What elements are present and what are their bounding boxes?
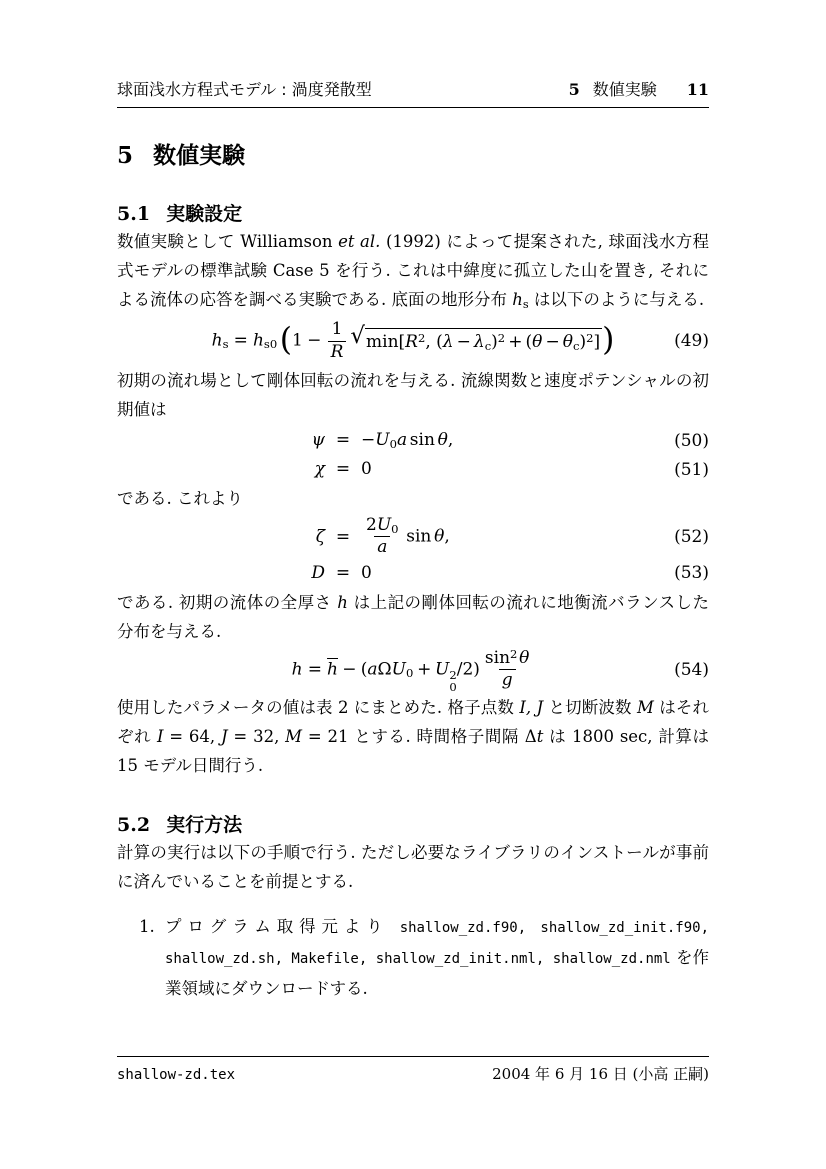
footer-date-author: 2004 年 6 月 16 日 (小高 正嗣) [492, 1065, 709, 1083]
equation-group-52-53 [117, 515, 709, 588]
text-run: = 21 とする. 時間格子間隔 Δ [302, 727, 537, 747]
paragraph-run-procedure [117, 838, 709, 896]
text-run: は以下のように与える. [528, 290, 705, 309]
text-run: 計算の実行は以下の手順で行う. ただし必要なライブラリのインストールが事前に済んでいることを前提とする. [117, 843, 709, 892]
equation-50 [117, 426, 709, 455]
subsection-heading-5-1 [117, 201, 709, 227]
paragraph-dearu-koreyori [117, 484, 709, 513]
equation-51-lhs: χ [314, 459, 325, 480]
section-heading-5 [117, 141, 709, 171]
section-number: 5 [117, 142, 134, 169]
equation-53-rhs: 0 [361, 562, 372, 583]
list-item-number: 1. [139, 917, 155, 937]
equation-51-equals: = [335, 459, 351, 480]
text-run: を作業領域にダウンロードする. [165, 948, 709, 999]
text-run: 使用したパラメータの値は表 2 にまとめた. 格子点数 [117, 698, 520, 718]
subsection-heading-5-2 [117, 812, 709, 838]
footer-filename: shallow-zd.tex [117, 1067, 236, 1083]
code-filenames: shallow_zd.f90, shallow_zd_init.f90, shallow_zd.sh, Makefile, shallow_zd_init.nml, shallow_zd.nml [165, 920, 709, 968]
procedure-list [117, 912, 709, 1003]
paragraph-experiment-setup [117, 227, 709, 314]
list-item-1 [117, 912, 709, 1003]
header-section-title: 数値実験 [592, 80, 657, 99]
equation-50-label: (50) [674, 430, 709, 451]
text-run: 数値実験として Williamson [117, 232, 339, 251]
text-run: はそれぞれ [117, 698, 709, 747]
page-footer [117, 1056, 709, 1085]
equation-53-lhs: D [311, 562, 325, 583]
inline-math-m: M [636, 698, 654, 718]
inline-math-t: t [536, 727, 544, 747]
equation-49-math: $h_s = h_{s0}(1$ − $\frac{1}{R}$ √ $\min[R^2$, $(\lambda - \lambda_c)^2 + (\theta - \theta_c)^2$] ) [211, 319, 615, 362]
text-run: 初期の流れ場として剛体回転の流れを与える. 流線関数と速度ポテンシャルの初期値は [117, 371, 709, 419]
equation-52-equals: = [335, 526, 351, 547]
inline-math-i: I [156, 727, 164, 747]
equation-49-label: (49) [674, 330, 709, 351]
paragraph-initial-flow [117, 366, 709, 424]
page-header [117, 79, 709, 108]
equation-49 [117, 316, 709, 366]
equation-51-rhs: 0 [361, 459, 372, 480]
page-body [117, 107, 709, 1003]
inline-math-m2: M [285, 727, 303, 747]
text-run: = 32, [227, 727, 286, 747]
list-item-body [165, 912, 709, 1003]
inline-math-h: h [337, 592, 348, 612]
text-run: (1992) によって提案された, 球面浅水方程式モデルの標準試験 Case 5 を行う. これは中緯度に孤立した山を置き, それによる流体の応答を調べる実験である. 底面の地形分布 [117, 232, 709, 309]
subsection-title: 実行方法 [166, 814, 243, 837]
equation-51-label: (51) [674, 459, 709, 480]
equation-54-math: $h = \overline{h} - (a\Omega U_0 + U$ 2 0 /2) $\frac{\sin^2\theta}{g}$ [291, 646, 530, 695]
equation-54 [117, 648, 709, 694]
inline-math-j: J [221, 727, 228, 747]
text-run: プログラム取得元より [165, 917, 400, 937]
subsection-number: 5.2 [117, 814, 151, 837]
equation-51 [117, 455, 709, 484]
equation-53 [117, 559, 709, 588]
equation-53-label: (53) [674, 562, 709, 583]
equation-52 [117, 515, 709, 559]
section-title: 数値実験 [153, 143, 246, 169]
equation-54-label: (54) [674, 660, 709, 681]
equation-52-lhs: ζ [315, 526, 325, 547]
inline-math-ij: I, J [519, 698, 544, 718]
equation-50-rhs: $-U_0a$ sin θ, [361, 430, 454, 452]
equation-group-50-51 [117, 426, 709, 484]
header-section-number: 5 [568, 80, 580, 99]
text-run: と切断波数 [543, 698, 637, 718]
equation-52-label: (52) [674, 526, 709, 547]
subsection-number: 5.1 [117, 203, 151, 225]
text-run: は上記の剛体回転の流れに地衡流バランスした分布を与える. [117, 592, 709, 641]
text-run-italic-etal: et al. [338, 232, 381, 251]
text-run: である. これより [117, 489, 243, 508]
text-run: である. 初期の流体の全厚さ [117, 592, 338, 612]
header-right [569, 79, 709, 101]
equation-52-rhs: $\frac{2U_0}{a}$ sin θ, [366, 515, 450, 558]
subsection-title: 実験設定 [166, 203, 243, 225]
equation-50-equals: = [335, 430, 351, 451]
equation-50-lhs: ψ [311, 430, 325, 451]
header-left-title: 球面浅水方程式モデル : 渦度発散型 [117, 80, 372, 99]
equation-53-equals: = [335, 562, 351, 583]
paragraph-parameters [117, 693, 709, 780]
header-page-number: 11 [686, 80, 709, 99]
paragraph-total-depth [117, 588, 709, 646]
inline-math-hs-sub: s [522, 297, 529, 311]
inline-math-hs: h [512, 290, 523, 309]
text-run: = 64, [163, 727, 221, 747]
text-run: は 1800 sec, 計算は 15 モデル日間行う. [117, 727, 709, 776]
